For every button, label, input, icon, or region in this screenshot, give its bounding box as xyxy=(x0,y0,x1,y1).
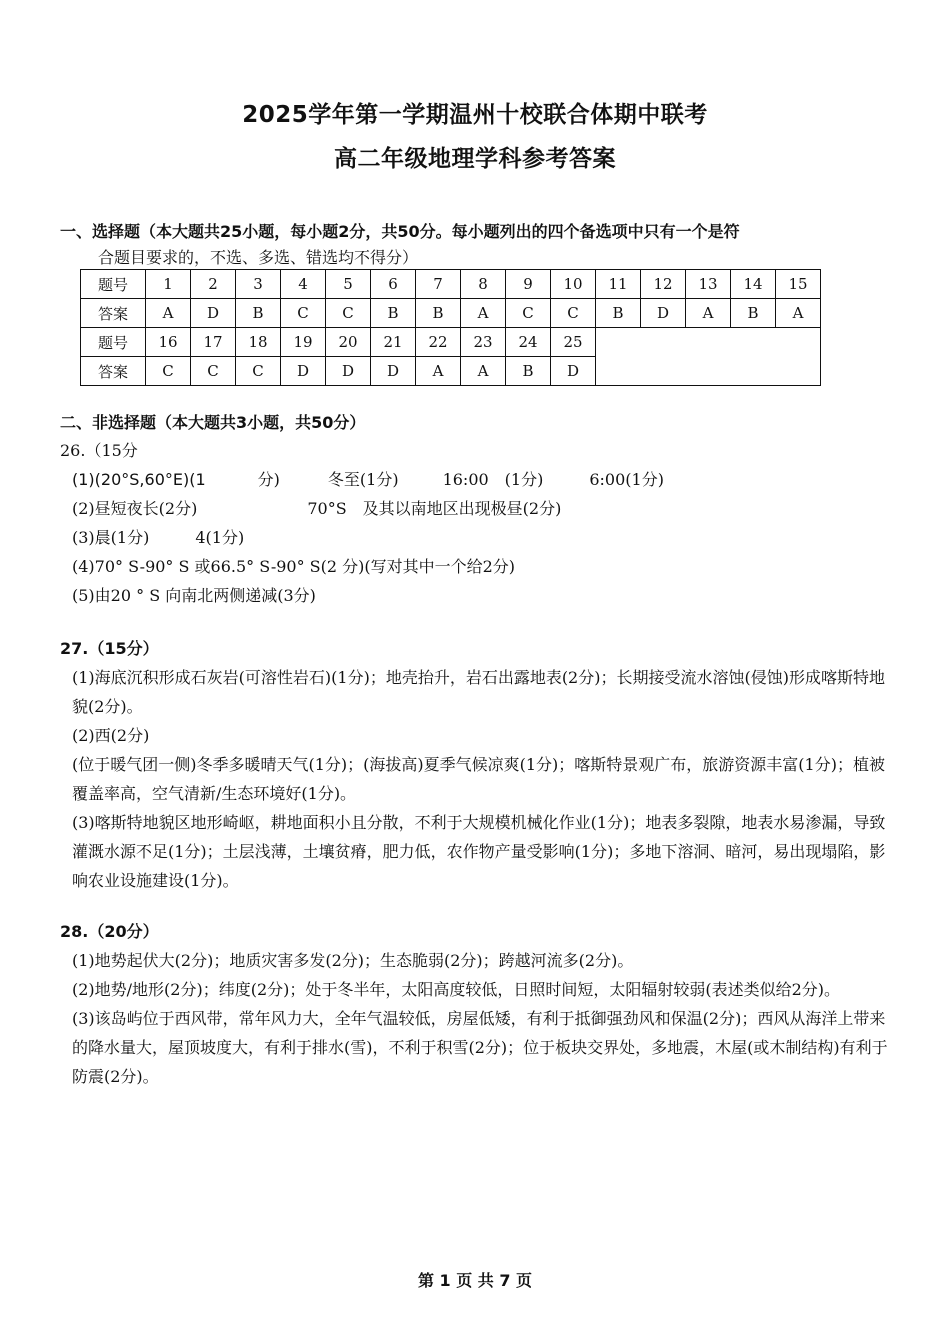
question-number: 15 xyxy=(776,270,821,299)
answer-row-1 xyxy=(81,299,821,328)
question-number: 17 xyxy=(191,328,236,357)
question-number: 8 xyxy=(461,270,506,299)
answer-cell: C xyxy=(551,299,596,328)
question-number: 16 xyxy=(146,328,191,357)
document-title: 2025学年第一学期温州十校联合体期中联考 xyxy=(242,102,708,128)
q26-1-score: 分) xyxy=(257,470,280,489)
q26-3-answer-b: 4(1分) xyxy=(195,528,245,547)
row-label-question: 题号 xyxy=(81,270,146,299)
question-number: 9 xyxy=(506,270,551,299)
answer-cell: D xyxy=(281,357,326,386)
q26-3-answer-a: (3)晨(1分) xyxy=(72,528,150,547)
answer-cell: C xyxy=(281,299,326,328)
row-label-answer: 答案 xyxy=(81,357,146,386)
q26-line-2 xyxy=(60,494,890,523)
answer-cell: D xyxy=(551,357,596,386)
answer-cell: C xyxy=(236,357,281,386)
q27-part-1: (1)海底沉积形成石灰岩(可溶性岩石)(1分)；地壳抬升，岩石出露地表(2分)；长期接受流水溶蚀(侵蚀)形成喀斯特地貌(2分)。 xyxy=(72,668,885,716)
question-26-title: 26.（15分 xyxy=(60,441,138,460)
question-number: 3 xyxy=(236,270,281,299)
section1-heading-continued: 合题目要求的，不选、多选、错选均不得分） xyxy=(98,248,419,267)
question-number: 14 xyxy=(731,270,776,299)
section1-heading-text: 一、选择题（本大题共25小题，每小题2分，共50分。每小题列出的四个备选项中只有一个是符 xyxy=(60,222,740,241)
q26-2-answer-b: 70°S 及其以南地区出现极昼(2分) xyxy=(307,499,562,518)
q26-2-answer-a: (2)昼短夜长(2分) xyxy=(72,499,198,518)
answer-cell: C xyxy=(191,357,236,386)
answer-cell: B xyxy=(596,299,641,328)
section1-heading xyxy=(60,219,890,271)
question-27-block xyxy=(60,634,890,895)
answer-cell: D xyxy=(191,299,236,328)
answer-cell: A xyxy=(776,299,821,328)
q28-part-2: (2)地势/地形(2分)；纬度(2分)；处于冬半年，太阳高度较低，日照时间短，太阳辐射较弱(表述类似给2分)。 xyxy=(72,980,841,999)
document-subtitle: 高二年级地理学科参考答案 xyxy=(334,146,616,172)
row-label-question: 题号 xyxy=(81,328,146,357)
answer-cell: A xyxy=(416,357,461,386)
q27-part-2-detail: (位于暖气团一侧)冬季多暖晴天气(1分)；(海拔高)夏季气候凉爽(1分)；喀斯特景观广布，旅游资源丰富(1分)；植被覆盖率高，空气清新/生态环境好(1分)。 xyxy=(72,755,885,803)
question-number: 4 xyxy=(281,270,326,299)
question-number-row-2 xyxy=(81,328,821,357)
answer-cell: B xyxy=(506,357,551,386)
q27-part-2: (2)西(2分) xyxy=(72,726,150,745)
answer-cell: B xyxy=(371,299,416,328)
q26-line-4: (4)70° S-90° S 或66.5° S-90° S(2 分)(写对其中一个给2分) xyxy=(72,557,516,576)
answer-cell: D xyxy=(371,357,416,386)
page-number: 第 1 页 共 7 页 xyxy=(417,1271,533,1290)
answer-table xyxy=(80,269,821,386)
answer-cell: A xyxy=(146,299,191,328)
section2-heading: 二、非选择题（本大题共3小题，共50分） xyxy=(60,413,366,432)
question-27-title: 27.（15分） xyxy=(60,639,159,658)
q28-part-3: (3)该岛屿位于西风带，常年风力大，全年气温较低，房屋低矮，有利于抵御强劲风和保温(2分)；西风从海洋上带来的降水量大，屋顶坡度大，有利于排水(雪)，不利于积雪(2分)；位于板块交界处，多地震，木屋(或木制结构)有利于防震(2分)。 xyxy=(72,1009,888,1086)
question-26-block xyxy=(60,436,890,610)
answer-cell: C xyxy=(506,299,551,328)
q26-1-answer: (1)(20°S,60°E)(1 xyxy=(72,470,206,489)
q26-line-5: (5)由20 ° S 向南北两侧递减(3分) xyxy=(72,586,316,605)
question-number: 23 xyxy=(461,328,506,357)
question-number: 24 xyxy=(506,328,551,357)
answer-cell: B xyxy=(236,299,281,328)
question-number: 5 xyxy=(326,270,371,299)
answer-cell: B xyxy=(416,299,461,328)
answer-cell: D xyxy=(326,357,371,386)
question-number: 22 xyxy=(416,328,461,357)
question-number: 11 xyxy=(596,270,641,299)
question-number: 20 xyxy=(326,328,371,357)
question-28-title: 28.（20分） xyxy=(60,922,159,941)
question-number: 2 xyxy=(191,270,236,299)
answer-cell: A xyxy=(686,299,731,328)
q26-1-solstice: 冬至(1分) xyxy=(327,470,399,489)
answer-cell: C xyxy=(146,357,191,386)
q26-1-time-b: 6:00(1分) xyxy=(589,470,664,489)
empty-merged-cell xyxy=(596,328,821,386)
question-number: 6 xyxy=(371,270,416,299)
question-number: 10 xyxy=(551,270,596,299)
answer-cell: B xyxy=(731,299,776,328)
question-number: 21 xyxy=(371,328,416,357)
question-number: 13 xyxy=(686,270,731,299)
answer-cell: D xyxy=(641,299,686,328)
question-number: 19 xyxy=(281,328,326,357)
question-28-block xyxy=(60,917,890,1091)
question-number: 7 xyxy=(416,270,461,299)
question-number: 1 xyxy=(146,270,191,299)
q28-part-1: (1)地势起伏大(2分)；地质灾害多发(2分)；生态脆弱(2分)；跨越河流多(2分)。 xyxy=(72,951,634,970)
question-number-row-1 xyxy=(81,270,821,299)
answer-cell: C xyxy=(326,299,371,328)
answer-cell: A xyxy=(461,299,506,328)
question-number: 18 xyxy=(236,328,281,357)
answer-cell: A xyxy=(461,357,506,386)
q27-part-3: (3)喀斯特地貌区地形崎岖，耕地面积小且分散，不利于大规模机械化作业(1分)；地表多裂隙，地表水易渗漏，导致灌溉水源不足(1分)；土层浅薄，土壤贫瘠，肥力低，农作物产量受影响(1分)；多地下溶洞、暗河，易出现塌陷，影响农业设施建设(1分)。 xyxy=(72,813,886,890)
question-number: 25 xyxy=(551,328,596,357)
q26-1-time-a: 16:00 (1分) xyxy=(442,470,544,489)
q26-line-3 xyxy=(60,523,890,552)
q26-line-1 xyxy=(60,465,890,494)
question-number: 12 xyxy=(641,270,686,299)
row-label-answer: 答案 xyxy=(81,299,146,328)
